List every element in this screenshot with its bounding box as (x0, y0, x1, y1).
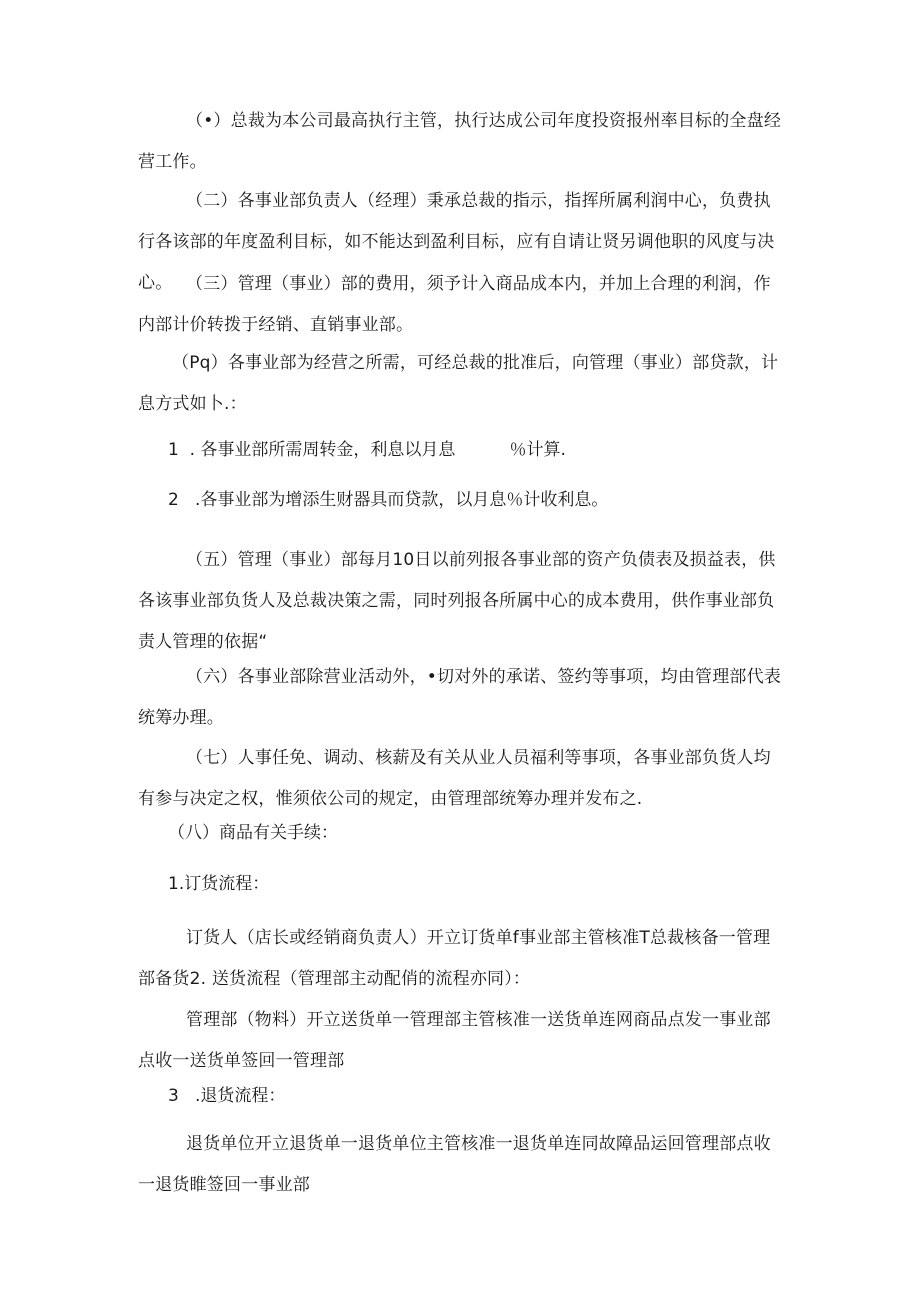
paragraph-return-flow: 退货单位开立退货单一退货单位主管核准一退货单连同故障品运回管理部点收一退货睢签回一事业部 (138, 1134, 771, 1195)
section-heading-8: （八）商品有关手续： (168, 823, 338, 843)
paragraph-2: （二）各事业部负责人（经理）秉承总裁的指示，指挥所属利润中心，负费执行各该部的年度盈利目标，如不能达到盈利目标，应有自请让贤另调他职的风度与决心。 (138, 191, 775, 293)
paragraph-delivery-flow: 管理部（物料）开立送货单一管理部主管核准一送货单连网商品点发一事业部点收一送货单签回一管理部 (138, 1010, 771, 1071)
paragraph-order-flow: 订货人（店长或经销商负责人）开立订货单f事业部主管核准T总裁核备一管理部备货2. 送货流程（管理部主动配俏的流程亦同）： (138, 928, 771, 989)
paragraph-3: （三）管理（事业）部的费用，须予计入商品成本内，并加上合理的利润，作内部计价转拨于经销、直销事业部。 (138, 274, 771, 335)
paragraph-6: （六）各事业部除营业活动外，•切对外的承诺、签约等事项，均由管理部代表统筹办理。 (138, 667, 782, 728)
list-item-2: 2 .各事业部为增添生财器具而贷款，以月息％计收利息。 (168, 490, 609, 510)
paragraph-7: （七）人事任免、调动、核薪及有关从业人员福利等事项，各事业部负货人均有参与决定之权，惟须依公司的规定，由管理部统筹办理并发布之. (138, 748, 771, 809)
paragraph-5: （五）管理（事业）部每月10日以前列报各事业部的资产负债表及损益表，供各该事业部负货人及总裁决策之需，同时列报各所属中心的成本费用，供作事业部负责人管理的依据“ (138, 550, 776, 652)
subheading-return-flow: 3 .退货流程： (168, 1086, 286, 1106)
subheading-order-flow: 1.订货流程： (168, 874, 270, 894)
paragraph-4: （Pq）各事业部为经营之所需，可经总裁的批准后，向管理（事业）部贷款，计息方式如卜.： (138, 353, 779, 414)
list-item-1: 1 . 各事业部所需周转金，利息以月息 ％计算. (168, 440, 566, 460)
paragraph-1: （•）总裁为本公司最高执行主管，执行达成公司年度投资报州率目标的全盘经营工作。 (138, 111, 782, 172)
